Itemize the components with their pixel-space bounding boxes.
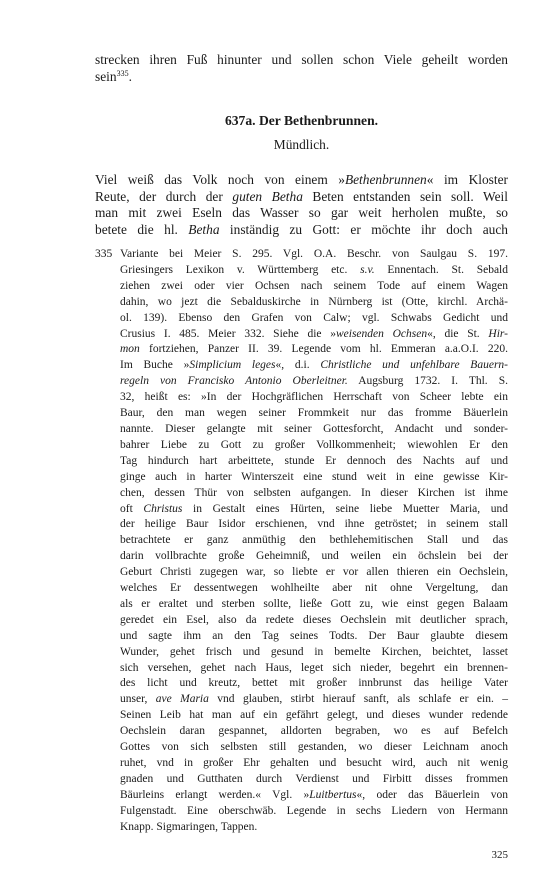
footnote-line: als er eraltet und sterben sollte, ließe Gott zu, wie einst gegen Balaam (120, 597, 508, 610)
text-fragment: Viel weiß das Volk noch von einem » (95, 172, 345, 187)
footnote-line: Seinen Leib hat man auf ein gefährt gelegt, und dieses wunder redende (120, 709, 508, 722)
text-fragment: vnd glauben, stirbt hierauf sanft, als schlafe er ein. – (208, 693, 509, 706)
footnote-number: 335 (95, 248, 113, 260)
footnote-line: Knapp. Sigmaringen, Tappen. (120, 820, 258, 833)
footnote-line (120, 374, 508, 390)
continuation-paragraph (95, 52, 508, 85)
footnote-line: gnaden und Gutthaten durch Verdienst und Firbitt disses frommen (120, 772, 508, 785)
footnote-line (120, 358, 508, 374)
footnote-line: betrachtete er ganz anmüthig den bethlehemitischen Stall und das (120, 534, 508, 547)
footnote-line: bahrer Liebe zu Gott zu großer Vollkommenheit; wiewohlen Er den (120, 438, 508, 451)
text-line (95, 172, 508, 189)
text-fragment: Im Buche » (120, 359, 190, 372)
italic-term: Christliche und unfehlbare Bauern- (320, 359, 508, 372)
text-fragment: «, die St. (427, 327, 489, 340)
text-fragment: . (128, 68, 132, 84)
italic-term: Simplicium leges (189, 359, 276, 372)
text-fragment: « im Kloster (426, 172, 508, 187)
text-fragment: unser, (120, 693, 156, 706)
footnote-line: chen, dessen Thür von selbsten aufgangen. In dieser Kirchen ist ihme (120, 486, 508, 499)
footnote-reference: 335 (116, 68, 129, 78)
footnote-line (120, 502, 508, 518)
italic-term: guten Betha (232, 188, 303, 204)
footnote-line: Geburt Christi zugegen war, so liebte er vor allen thieren ein Oechslein, (120, 566, 508, 579)
footnote-line: und sagte ihm an den Tag seines Todts. Der Baur glaubte diesem (120, 629, 508, 642)
text-line (95, 69, 508, 86)
section-title: 637a. Der Bethenbrunnen. (224, 113, 379, 128)
italic-term: s.v. (360, 263, 375, 276)
text-fragment: Reute, der durch der (95, 188, 233, 204)
footnote-line: des licht und kreutz, bettet mit großer innbrunst das heilige Vater (120, 677, 508, 690)
italic-term: Hir- (488, 327, 508, 340)
footnote-line (120, 263, 508, 279)
italic-term: Luitbertus (309, 788, 357, 801)
text-fragment: sein (95, 68, 117, 84)
text-fragment: Bäurleins erlangt werden.« Vgl. » (120, 788, 310, 801)
text-line: man mit zwei Eseln das Wasser so gar weit herholen mußte, so (95, 205, 508, 221)
text-fragment: «, d.i. (275, 359, 321, 372)
text-fragment: Ennentach. St. Sebald (374, 263, 508, 276)
text-fragment: Griesingers Lexikon v. Württemberg etc. (120, 263, 361, 276)
italic-term: Christus (143, 502, 183, 515)
page-number: 325 (491, 849, 508, 861)
text-fragment: Crusius I. 485. Meier 332. Siehe die » (120, 327, 336, 340)
italic-term: mon (120, 343, 140, 356)
footnote-line: Gottes von sich selbsten still gestanden, wo dieser Leichnam anoch (120, 741, 508, 754)
text-fragment: in Gestalt eines Hürten, seine liebe Muetter Maria, und (182, 502, 508, 515)
footnote-line: ginge auch in harter Winterszeit eine stund weit in eine gewisse Kir- (120, 470, 508, 483)
footnote-line: dahin, wo jezt die Sebalduskirche in Nürnberg ist (Otte, kirchl. Archä- (120, 295, 508, 308)
footnote-line: darin vollbrachte große Geheimniß, und weilen ein öchslein bei der (120, 550, 508, 563)
footnote-line (120, 342, 508, 358)
footnote-line: sich versehen, gehet nach Haus, leget sich nieder, begehrt ein brennen- (120, 661, 508, 674)
text-line: strecken ihren Fuß hinunter und sollen schon Viele geheilt worden (95, 52, 508, 67)
italic-term: regeln von Francisko Antonio Oberleitner. (120, 375, 348, 388)
footnote-line: Oechslein daran gespannet, alldorten begraben, wo es auf Befelch (120, 725, 508, 738)
footnote-line: nannte. Dieser gelangte mit seiner Gottesforcht, Andacht und sonder- (120, 422, 508, 435)
footnote-line: welches Er dessentwegen wohlheilte aber nit ohne Vergeltung, dan (120, 582, 508, 595)
text-line (95, 189, 508, 206)
footnote-text (120, 247, 508, 836)
footnote-line: ol. 139). Ebenso den Grafen von Calw; vgl. Schwabs Gedicht und (120, 311, 508, 324)
footnote-line: der heilige Baur Isidor erschienen, vnd ihne getröstet; in seinem stall (120, 518, 508, 531)
main-paragraph (95, 172, 508, 238)
text-fragment: fortziehen, Panzer II. 39. Legende vom hl. Emmeran a.a.O.I. 220. (139, 343, 508, 356)
footnote-line: geredet ein Esel, also da redete dieses Oechslein mit deutlicher sprach, (120, 613, 508, 626)
italic-term: weisenden Ochsen (335, 327, 428, 340)
text-fragment: Beten entstanden sein soll. Weil (302, 188, 508, 204)
text-fragment: inständig zu Gott: er möchte ihr doch auch (219, 221, 508, 237)
italic-term: Bethenbrunnen (344, 172, 427, 187)
text-fragment: betete die hl. (95, 221, 189, 237)
footnote-line: ziehen zwei oder vier Ochsen nach seinem Tode auf einem Wagen (120, 279, 508, 292)
section-subtitle: Mündlich. (273, 137, 330, 152)
footnote-line (120, 327, 508, 343)
footnote-line (120, 788, 508, 804)
footnote-line: Wunder, gehet frisch und gesund in bemelte Kirchen, beichtet, lasset (120, 645, 508, 658)
footnote-line (120, 692, 508, 708)
italic-term: ave Maria (155, 693, 209, 706)
text-fragment: oft (120, 502, 144, 515)
footnote-line: Variante bei Meier S. 295. Vgl. O.A. Beschr. von Saulgau S. 197. (120, 248, 508, 260)
footnote-line: 32, heißt es: »In der Hochgräflichen Herrschaft von Scheer lebte ein (120, 391, 508, 404)
text-fragment: Augsburg 1732. I. Thl. S. (347, 375, 508, 388)
footnote-line: Baur, den man wegen seiner Frommkeit nur das fromme Bäuerlein (120, 407, 508, 420)
footnote-line: ruhet, vnd in großer Ehr gehalten und besucht wird, auch nit wenig (120, 757, 508, 769)
footnote-line: Tag hindurch hart arbeittete, stunde Er dennoch des Nachts auf und (120, 454, 508, 467)
italic-term: Betha (188, 221, 220, 237)
footnote-line: Fulgenstadt. Eine oberschwäb. Legende in sechs Liedern von Hermann (120, 804, 508, 817)
text-fragment: «, oder das Bäuerlein von (356, 788, 508, 801)
text-line (95, 222, 508, 239)
